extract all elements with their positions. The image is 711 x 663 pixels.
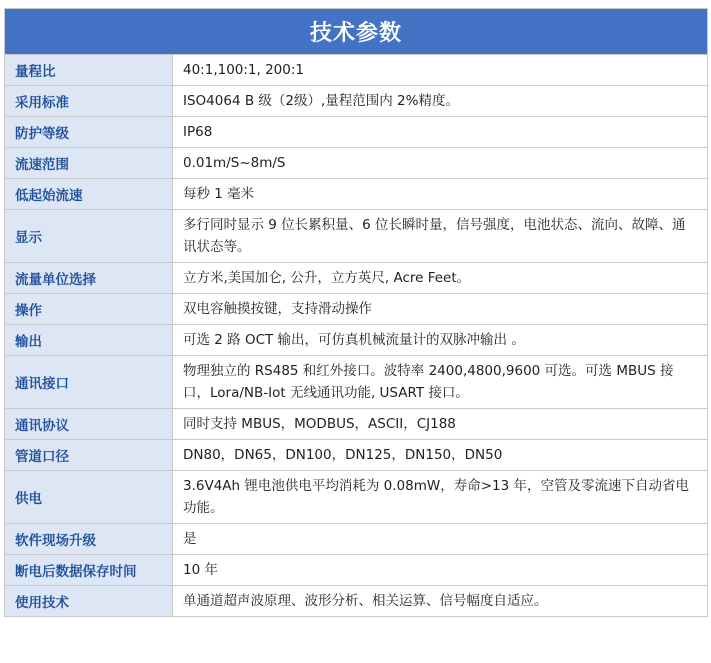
spec-label: 流量单位选择	[5, 263, 173, 294]
table-row	[5, 325, 708, 356]
spec-value: 物理独立的 RS485 和红外接口。波特率 2400,4800,9600 可选。可选 MBUS 接口，Lora/NB-Iot 无线通讯功能, USART 接口。	[173, 356, 708, 409]
spec-value: 3.6V4Ah 锂电池供电平均消耗为 0.08mW，寿命>13 年，空管及零流速下自动省电功能。	[173, 471, 708, 524]
spec-value: 是	[173, 524, 708, 555]
table-row	[5, 179, 708, 210]
table-row	[5, 55, 708, 86]
spec-value: 同时支持 MBUS，MODBUS，ASCII，CJ188	[173, 409, 708, 440]
spec-label: 供电	[5, 471, 173, 524]
spec-value: 多行同时显示 9 位长累积量、6 位长瞬时量，信号强度，电池状态、流向、故障、通讯状态等。	[173, 210, 708, 263]
spec-label: 管道口径	[5, 440, 173, 471]
table-row	[5, 440, 708, 471]
table-title: 技术参数	[5, 9, 708, 55]
spec-label: 防护等级	[5, 117, 173, 148]
spec-value: 40:1,100:1, 200:1	[173, 55, 708, 86]
spec-label: 采用标准	[5, 86, 173, 117]
spec-value: ISO4064 B 级（2级）,量程范围内 2%精度。	[173, 86, 708, 117]
table-row	[5, 210, 708, 263]
spec-value: 可选 2 路 OCT 输出，可仿真机械流量计的双脉冲输出 。	[173, 325, 708, 356]
table-row	[5, 471, 708, 524]
table-row	[5, 524, 708, 555]
spec-value: DN80，DN65，DN100，DN125，DN150，DN50	[173, 440, 708, 471]
spec-label: 通讯协议	[5, 409, 173, 440]
spec-value: 双电容触摸按键，支持滑动操作	[173, 294, 708, 325]
spec-label: 使用技术	[5, 586, 173, 617]
table-row	[5, 148, 708, 179]
table-row	[5, 86, 708, 117]
table-row	[5, 294, 708, 325]
table-row	[5, 555, 708, 586]
table-row	[5, 586, 708, 617]
spec-label: 显示	[5, 210, 173, 263]
table-row	[5, 409, 708, 440]
spec-body	[5, 55, 708, 617]
spec-label: 断电后数据保存时间	[5, 555, 173, 586]
spec-label: 流速范围	[5, 148, 173, 179]
table-row	[5, 356, 708, 409]
spec-value: IP68	[173, 117, 708, 148]
spec-value: 10 年	[173, 555, 708, 586]
spec-value: 0.01m/S~8m/S	[173, 148, 708, 179]
spec-label: 量程比	[5, 55, 173, 86]
spec-label: 通讯接口	[5, 356, 173, 409]
spec-label: 低起始流速	[5, 179, 173, 210]
spec-label: 操作	[5, 294, 173, 325]
spec-label: 输出	[5, 325, 173, 356]
spec-table	[4, 8, 708, 617]
spec-value: 单通道超声波原理、波形分析、相关运算、信号幅度自适应。	[173, 586, 708, 617]
table-row	[5, 263, 708, 294]
spec-value: 每秒 1 毫米	[173, 179, 708, 210]
table-row	[5, 117, 708, 148]
spec-label: 软件现场升级	[5, 524, 173, 555]
spec-value: 立方米,美国加仑, 公升，立方英尺, Acre Feet。	[173, 263, 708, 294]
